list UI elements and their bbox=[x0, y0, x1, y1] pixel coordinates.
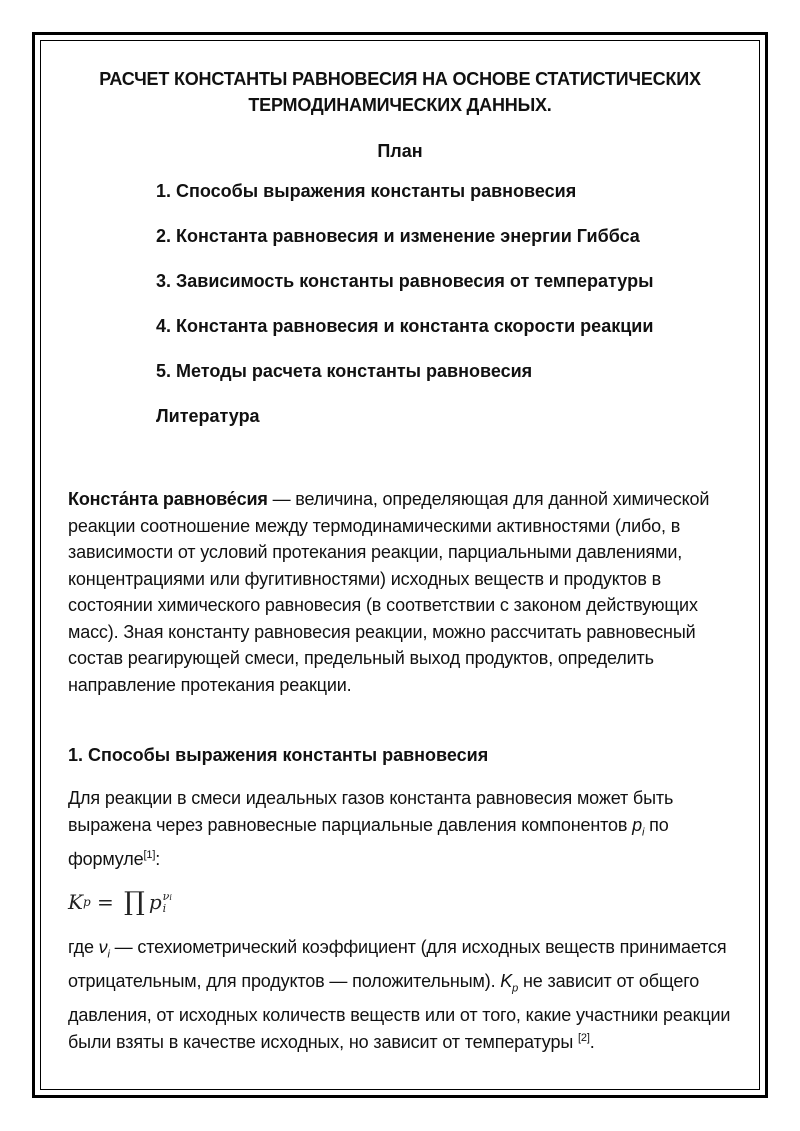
formula-p-scripts bbox=[163, 891, 172, 914]
text-run: по формуле bbox=[68, 814, 669, 869]
table-of-contents bbox=[68, 178, 732, 429]
document-title bbox=[68, 66, 732, 118]
product-symbol: ∏ bbox=[124, 887, 145, 918]
formula-nu: ν bbox=[162, 889, 170, 903]
document-content bbox=[68, 66, 732, 1055]
toc-item: 5. Методы расчета константы равновесия bbox=[156, 361, 533, 381]
var-p: p bbox=[632, 814, 643, 835]
formula-p-sub: i bbox=[162, 901, 167, 915]
formula-p: p bbox=[148, 890, 162, 915]
intro-paragraph bbox=[68, 486, 732, 698]
formula-nu-sub: i bbox=[169, 892, 172, 902]
var-nu-sub: i bbox=[107, 948, 110, 961]
intro-text: — величина, определяющая для данной химической реакции соотношение между термодинамическими активностями (либо, в зависимости от условий протекания реакции, парциальными давлениями, концентрациями или фугитивностями) исходных веществ и продуктов в состоянии химического равновесия (в соответствии с законом действующих масс). Зная константу равновесия реакции, можно рассчитать равновесный состав реагирующей смеси, предельный выход продуктов, определить направление протекания реакции. bbox=[68, 489, 710, 695]
var-kp: K bbox=[500, 971, 513, 992]
text-run: не зависит от общего давления, от исходных количеств веществ или от того, какие участники реакции были взяты в качестве исходных, но зависит от температуры bbox=[68, 971, 731, 1052]
intro-term: Конста́нта равнове́сия bbox=[68, 489, 268, 509]
text-run: Для реакции в смеси идеальных газов константа равновесия может быть выражена через равновесные парциальные давления компонентов bbox=[68, 788, 674, 835]
title-line-1: РАСЧЕТ КОНСТАНТЫ РАВНОВЕСИЯ НА ОСНОВЕ СТАТИСТИЧЕСКИХ bbox=[99, 69, 701, 89]
var-kp-sub: p bbox=[512, 982, 519, 995]
reference-2: [2] bbox=[577, 1031, 590, 1044]
toc-item: 4. Константа равновесия и константа скорости реакции bbox=[156, 316, 654, 336]
var-p-sub: i bbox=[642, 826, 645, 839]
toc-item: Литература bbox=[156, 406, 260, 426]
section-1-paragraph-2 bbox=[68, 934, 732, 1055]
toc-item: 2. Константа равновесия и изменение энергии Гиббса bbox=[156, 226, 640, 246]
formula-eq: = bbox=[90, 890, 121, 915]
formula-kp: K p = ∏ p νi i bbox=[68, 887, 172, 918]
plan-heading: План bbox=[377, 141, 423, 161]
section-1-paragraph-1 bbox=[68, 785, 732, 872]
toc-item: 3. Зависимость константы равновесия от температуры bbox=[156, 271, 654, 291]
text-run: : bbox=[155, 848, 161, 869]
formula-k: K bbox=[68, 890, 83, 915]
text-run: где bbox=[68, 937, 99, 958]
text-run: — стехиометрический коэффициент (для исходных веществ принимается отрицательным, для продуктов — положительным). bbox=[68, 937, 727, 992]
text-run: . bbox=[589, 1031, 595, 1052]
toc-item: 1. Способы выражения константы равновесия bbox=[156, 181, 577, 201]
formula-exponent bbox=[163, 891, 172, 903]
var-nu: ν bbox=[98, 937, 108, 958]
reference-1: [1] bbox=[143, 848, 156, 861]
section-1-heading: 1. Способы выражения константы равновесия bbox=[68, 745, 489, 765]
title-line-2: ТЕРМОДИНАМИЧЕСКИХ ДАННЫХ. bbox=[248, 95, 552, 115]
